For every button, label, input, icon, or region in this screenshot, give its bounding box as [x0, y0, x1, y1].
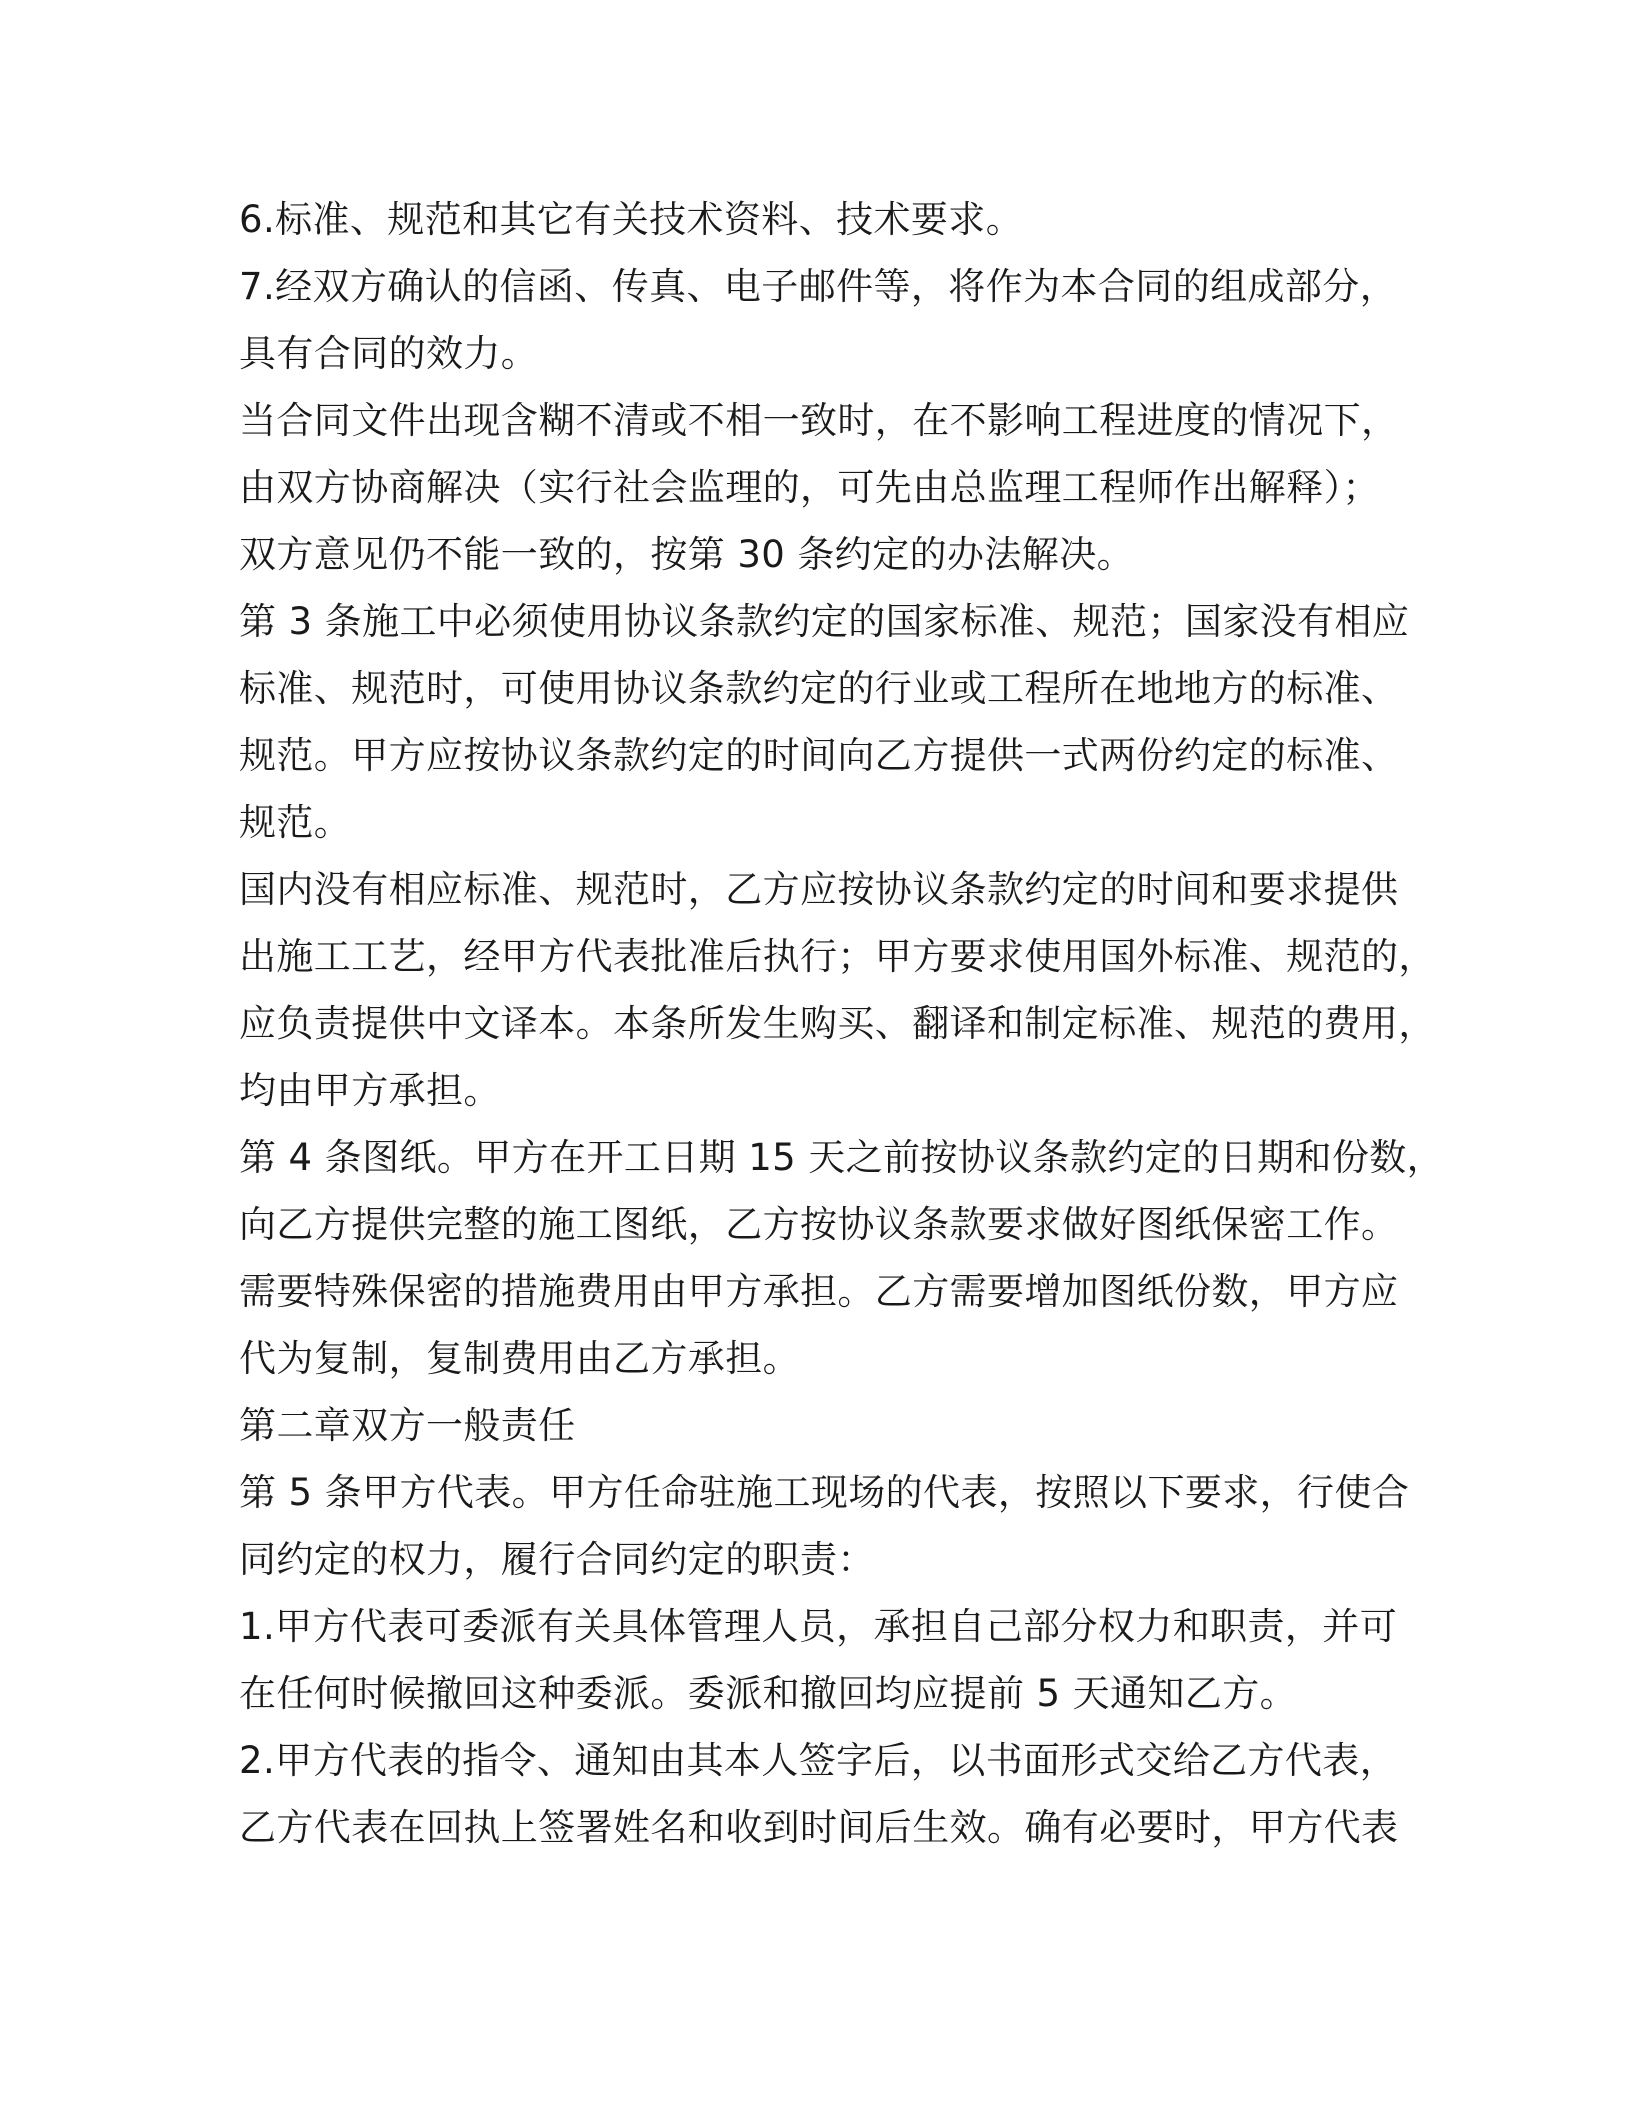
text-line: 具有合同的效力。 [239, 332, 539, 375]
text-line: 标准、规范时，可使用协议条款约定的行业或工程所在地地方的标准、 [239, 667, 1399, 710]
text-line: 规范。 [239, 801, 352, 844]
text-line: 第 3 条施工中必须使用协议条款约定的国家标准、规范；国家没有相应 [239, 600, 1410, 643]
text-line: 需要特殊保密的措施费用由甲方承担。乙方需要增加图纸份数，甲方应 [239, 1270, 1399, 1313]
text-line: 应负责提供中文译本。本条所发生购买、翻译和制定标准、规范的费用， [239, 1002, 1436, 1045]
body-text [239, 186, 1445, 1861]
text-line: 出施工工艺，经甲方代表批准后执行；甲方要求使用国外标准、规范的， [239, 935, 1436, 978]
text-line: 在任何时候撤回这种委派。委派和撤回均应提前 5 天通知乙方。 [239, 1672, 1298, 1715]
chapter-heading: 第二章双方一般责任 [239, 1404, 576, 1447]
text-line: 同约定的权力，履行合同约定的职责： [239, 1538, 875, 1581]
text-line: 2.甲方代表的指令、通知由其本人签字后，以书面形式交给乙方代表， [239, 1739, 1398, 1782]
text-line: 规范。甲方应按协议条款约定的时间向乙方提供一式两份约定的标准、 [239, 734, 1399, 777]
text-line: 国内没有相应标准、规范时，乙方应按协议条款约定的时间和要求提供 [239, 868, 1399, 911]
text-line: 乙方代表在回执上签署姓名和收到时间后生效。确有必要时，甲方代表 [239, 1806, 1399, 1849]
text-line: 双方意见仍不能一致的，按第 30 条约定的办法解决。 [239, 533, 1135, 576]
text-line: 第 4 条图纸。甲方在开工日期 15 天之前按协议条款约定的日期和份数， [239, 1136, 1445, 1179]
text-line: 向乙方提供完整的施工图纸，乙方按协议条款要求做好图纸保密工作。 [239, 1203, 1399, 1246]
text-line: 7.经双方确认的信函、传真、电子邮件等，将作为本合同的组成部分， [239, 265, 1398, 308]
text-line: 第 5 条甲方代表。甲方任命驻施工现场的代表，按照以下要求，行使合 [239, 1471, 1410, 1514]
text-line: 代为复制，复制费用由乙方承担。 [239, 1337, 800, 1380]
text-line: 均由甲方承担。 [239, 1069, 501, 1112]
text-line: 由双方协商解决（实行社会监理的，可先由总监理工程师作出解释）； [239, 466, 1380, 509]
text-line: 6.标准、规范和其它有关技术资料、技术要求。 [239, 198, 1024, 241]
text-line: 1.甲方代表可委派有关具体管理人员，承担自己部分权力和职责，并可 [239, 1605, 1398, 1648]
text-line: 当合同文件出现含糊不清或不相一致时，在不影响工程进度的情况下， [239, 399, 1399, 442]
